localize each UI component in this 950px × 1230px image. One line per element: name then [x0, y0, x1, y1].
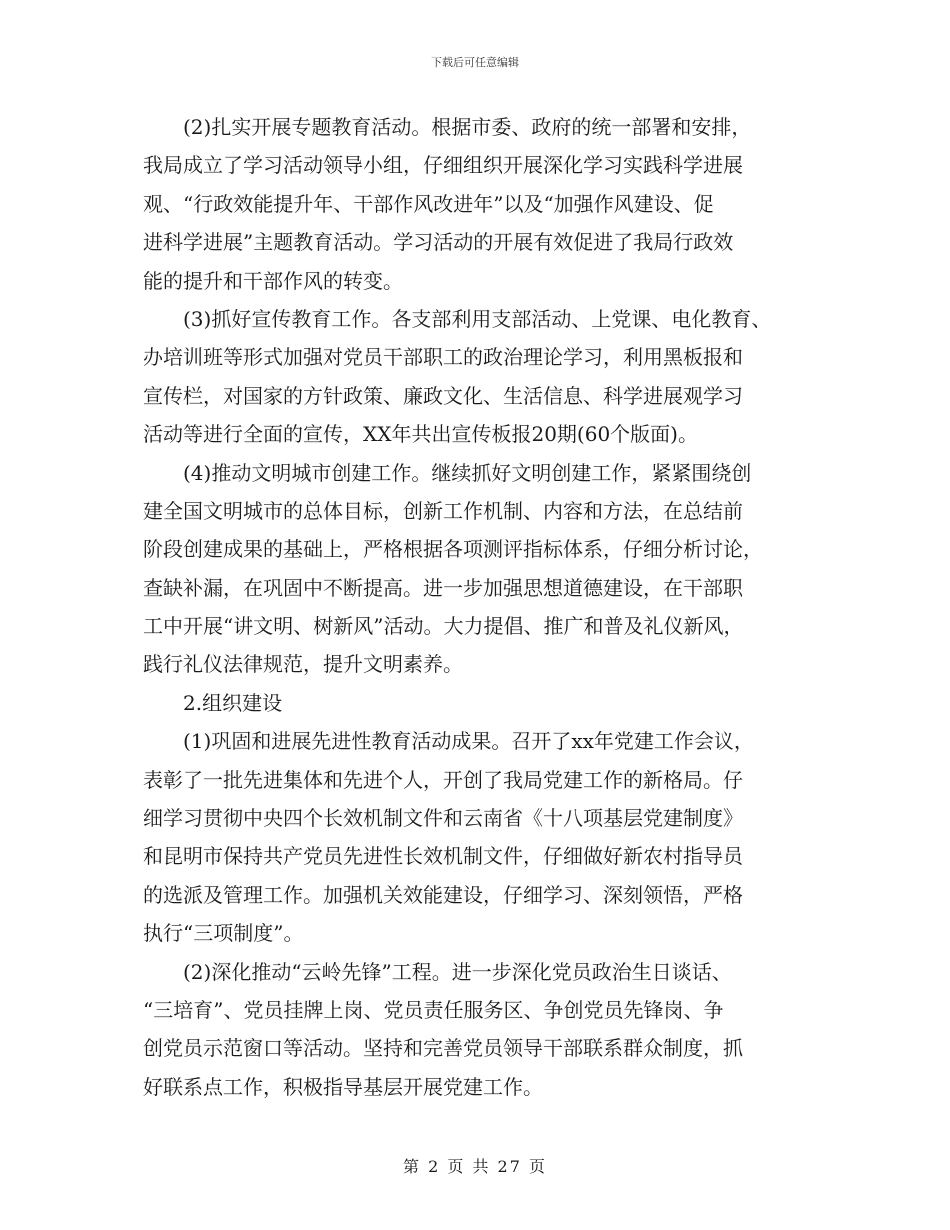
text-line: “三培育”、党员挂牌上岗、党员责任服务区、争创党员先锋岗、争	[143, 997, 724, 1022]
text-line: 建全国文明城市的总体目标，创新工作机制、内容和方法，在总结前	[143, 498, 743, 523]
page-header: 下载后可任意编辑	[431, 56, 519, 69]
text-line: (2)扎实开展专题教育活动。根据市委、政府的统一部署和安排，	[143, 115, 752, 139]
text-line: 细学习贯彻中央四个长效机制文件和云南省《十八项基层党建制度》	[143, 806, 743, 831]
text-line: 的选派及管理工作。加强机关效能建设，仔细学习、深刻领悟，严格	[143, 882, 743, 907]
page-footer: 第 2 页 共 27 页	[403, 1157, 547, 1176]
text-line: 进科学进展”主题教育活动。学习活动的开展有效促进了我局行政效	[143, 230, 734, 255]
text-line: (3)抓好宣传教育工作。各支部利用支部活动、上党课、电化教育、	[143, 306, 772, 331]
text-line: 践行礼仪法律规范，提升文明素养。	[143, 652, 463, 677]
text-line: 创党员示范窗口等活动。坚持和完善党员领导干部联系群众制度，抓	[143, 1036, 743, 1061]
text-line: 好联系点工作，积极指导基层开展党建工作。	[143, 1074, 543, 1099]
text-line: 查缺补漏，在巩固中不断提高。进一步加强思想道德建设，在干部职	[143, 575, 743, 600]
text-line: (4)推动文明城市创建工作。继续抓好文明创建工作，紧紧围绕创	[143, 460, 752, 485]
text-line: 阶段创建成果的基础上，严格根据各项测评指标体系，仔细分析讨论，	[143, 537, 763, 562]
text-line: 办培训班等形式加强对党员干部职工的政治理论学习，利用黑板报和	[143, 345, 743, 370]
text-line: 我局成立了学习活动领导小组，仔细组织开展深化学习实践科学进展	[143, 153, 743, 178]
text-line: 和昆明市保持共产党员先进性长效机制文件，仔细做好新农村指导员	[143, 844, 743, 869]
document-body	[143, 112, 815, 1110]
text-line: (1)巩固和进展先进性教育活动成果。召开了xx年党建工作会议，	[143, 729, 754, 754]
text-line: 宣传栏，对国家的方针政策、廉政文化、生活信息、科学进展观学习	[143, 383, 743, 408]
text-line: 执行“三项制度”。	[143, 921, 304, 946]
text-line: 表彰了一批先进集体和先进个人，开创了我局党建工作的新格局。仔	[143, 767, 743, 792]
text-line: 观、“行政效能提升年、干部作风改进年”以及“加强作风建设、促	[143, 191, 714, 216]
text-line: 活动等进行全面的宣传，XX年共出宣传板报20期(60个版面)。	[143, 422, 698, 447]
text-line: 能的提升和干部作风的转变。	[143, 268, 403, 293]
text-line: (2)深化推动“云岭先锋”工程。进一步深化党员政治生日谈话、	[143, 959, 732, 984]
text-line: 工中开展“讲文明、树新风”活动。大力提倡、推广和普及礼仪新风，	[143, 614, 744, 639]
text-line: 2.组织建设	[143, 690, 283, 715]
